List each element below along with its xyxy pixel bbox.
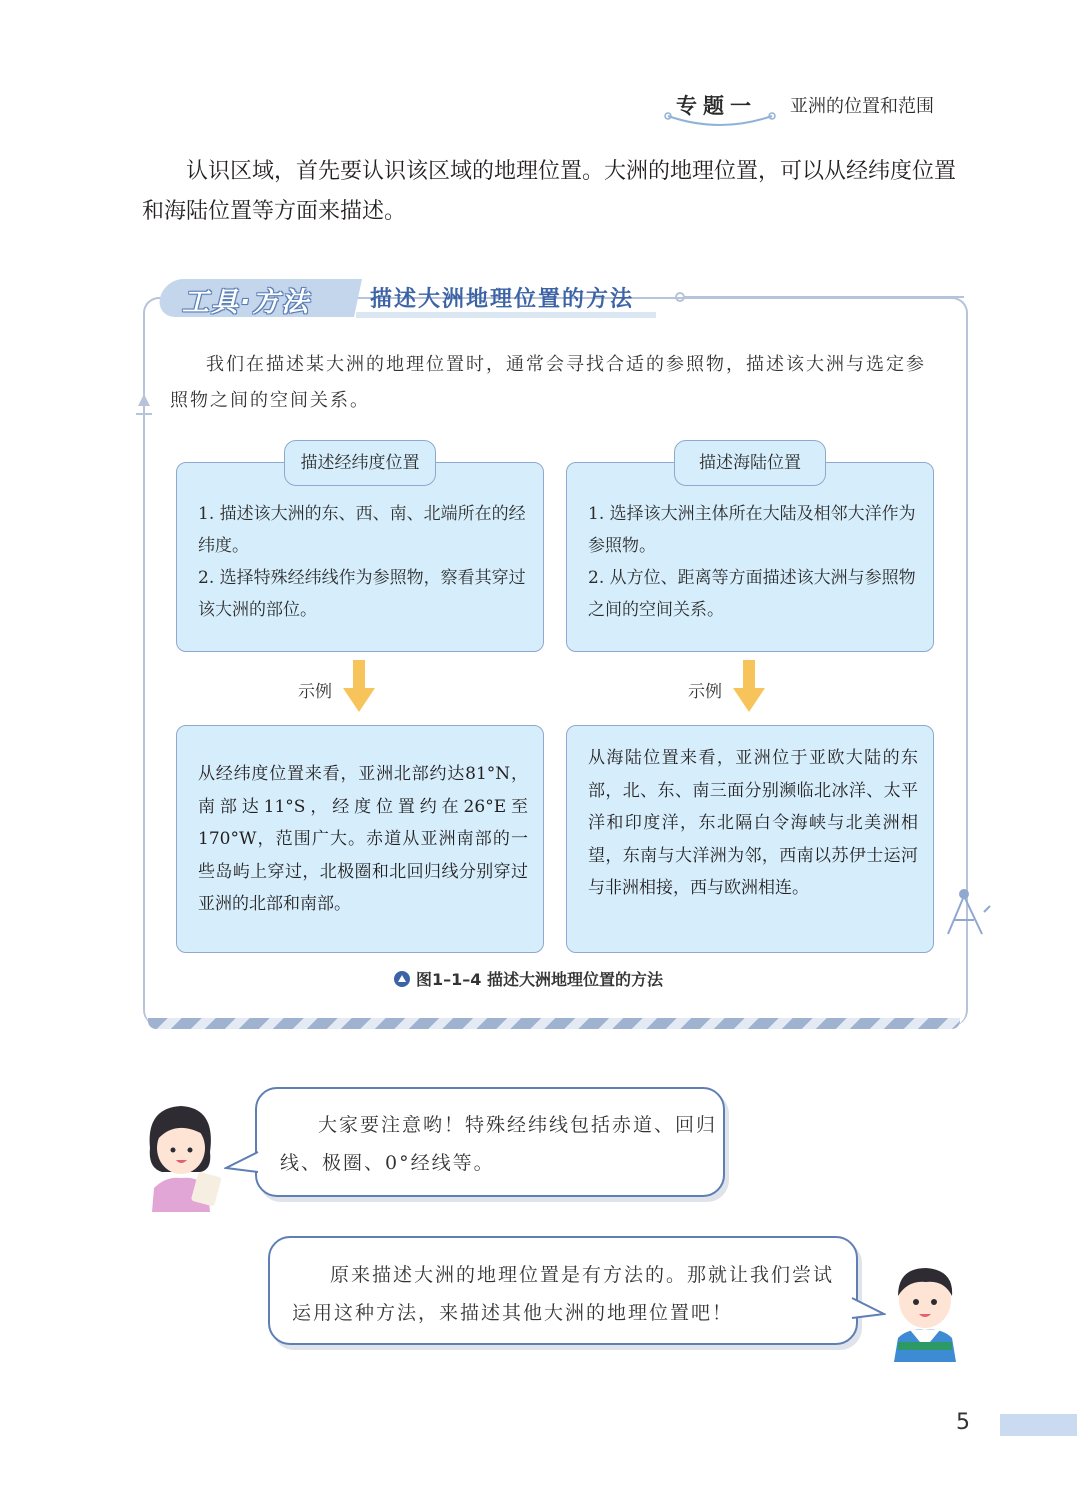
bubble-tail [850, 1296, 886, 1322]
sea-land-step-1: 1. 选择该大洲主体所在大陆及相邻大洋作为参照物。 [588, 504, 916, 556]
sea-land-example-text: 从海陆位置来看，亚洲位于亚欧大陆的东部，北、东、南三面分别濒临北冰洋、太平洋和印度洋，东北隔白令海峡与北美洲相望，东南与大洋洲为邻，西南以苏伊士运河与非洲相接，西与欧洲相连。 [588, 748, 918, 898]
topic-label: 专题一 [676, 94, 757, 118]
page-number-tab [1000, 1414, 1077, 1436]
lat-lon-step-1: 1. 描述该大洲的东、西、南、北端所在的经纬度。 [198, 504, 526, 556]
page-number: 5 [956, 1410, 970, 1435]
compass-icon [944, 884, 994, 938]
lat-lon-steps [198, 498, 528, 626]
arrow-down-icon [733, 660, 765, 714]
arrow-down-icon [343, 660, 375, 714]
intro-paragraph: 认识区域，首先要认识该区域的地理位置。大洲的地理位置，可以从经纬度位置和海陆位置等方面来描述。 [142, 159, 957, 224]
example-label-lat-lon: 示例 [298, 682, 332, 702]
frame-arrow-up-icon [134, 392, 154, 422]
figure-marker-icon [394, 971, 410, 987]
header-wave-decoration [664, 110, 776, 130]
sea-land-label: 描述海陆位置 [674, 440, 826, 486]
bubble-tail [224, 1150, 260, 1176]
figure-caption: 图1–1–4 描述大洲地理位置的方法 [416, 970, 663, 989]
sea-land-step-2: 2. 从方位、距离等方面描述该大洲与参照物之间的空间关系。 [588, 568, 916, 620]
sea-land-steps [588, 498, 918, 626]
method-title: 描述大洲地理位置的方法 [370, 287, 635, 312]
teacher-speech-text: 大家要注意哟！特殊经纬线包括赤道、回归线、极圈、0°经线等。 [280, 1114, 718, 1174]
teacher-avatar [136, 1100, 226, 1212]
student-speech-text: 原来描述大洲的地理位置是有方法的。那就让我们尝试运用这种方法，来描述其他大洲的地理位置吧！ [292, 1264, 835, 1324]
lat-lon-example-text: 从经纬度位置来看，亚洲北部约达81°N，南部达11°S，经度位置约在26°E至170°W，范围广大。赤道从亚洲南部的一些岛屿上穿过，北极圈和北回归线分别穿过亚洲的北部和南部。 [198, 764, 528, 914]
student-avatar [888, 1262, 962, 1362]
method-tag: 工具·方法 [182, 287, 311, 318]
title-line-decoration [672, 289, 972, 305]
topic-title: 亚洲的位置和范围 [790, 96, 934, 117]
method-frame-striped-border [148, 1018, 960, 1029]
lat-lon-step-2: 2. 选择特殊经纬线作为参照物，察看其穿过该大洲的部位。 [198, 568, 526, 620]
example-label-sea-land: 示例 [688, 682, 722, 702]
method-intro: 我们在描述某大洲的地理位置时，通常会寻找合适的参照物，描述该大洲与选定参照物之间的空间关系。 [170, 354, 926, 411]
lat-lon-label: 描述经纬度位置 [284, 440, 436, 486]
